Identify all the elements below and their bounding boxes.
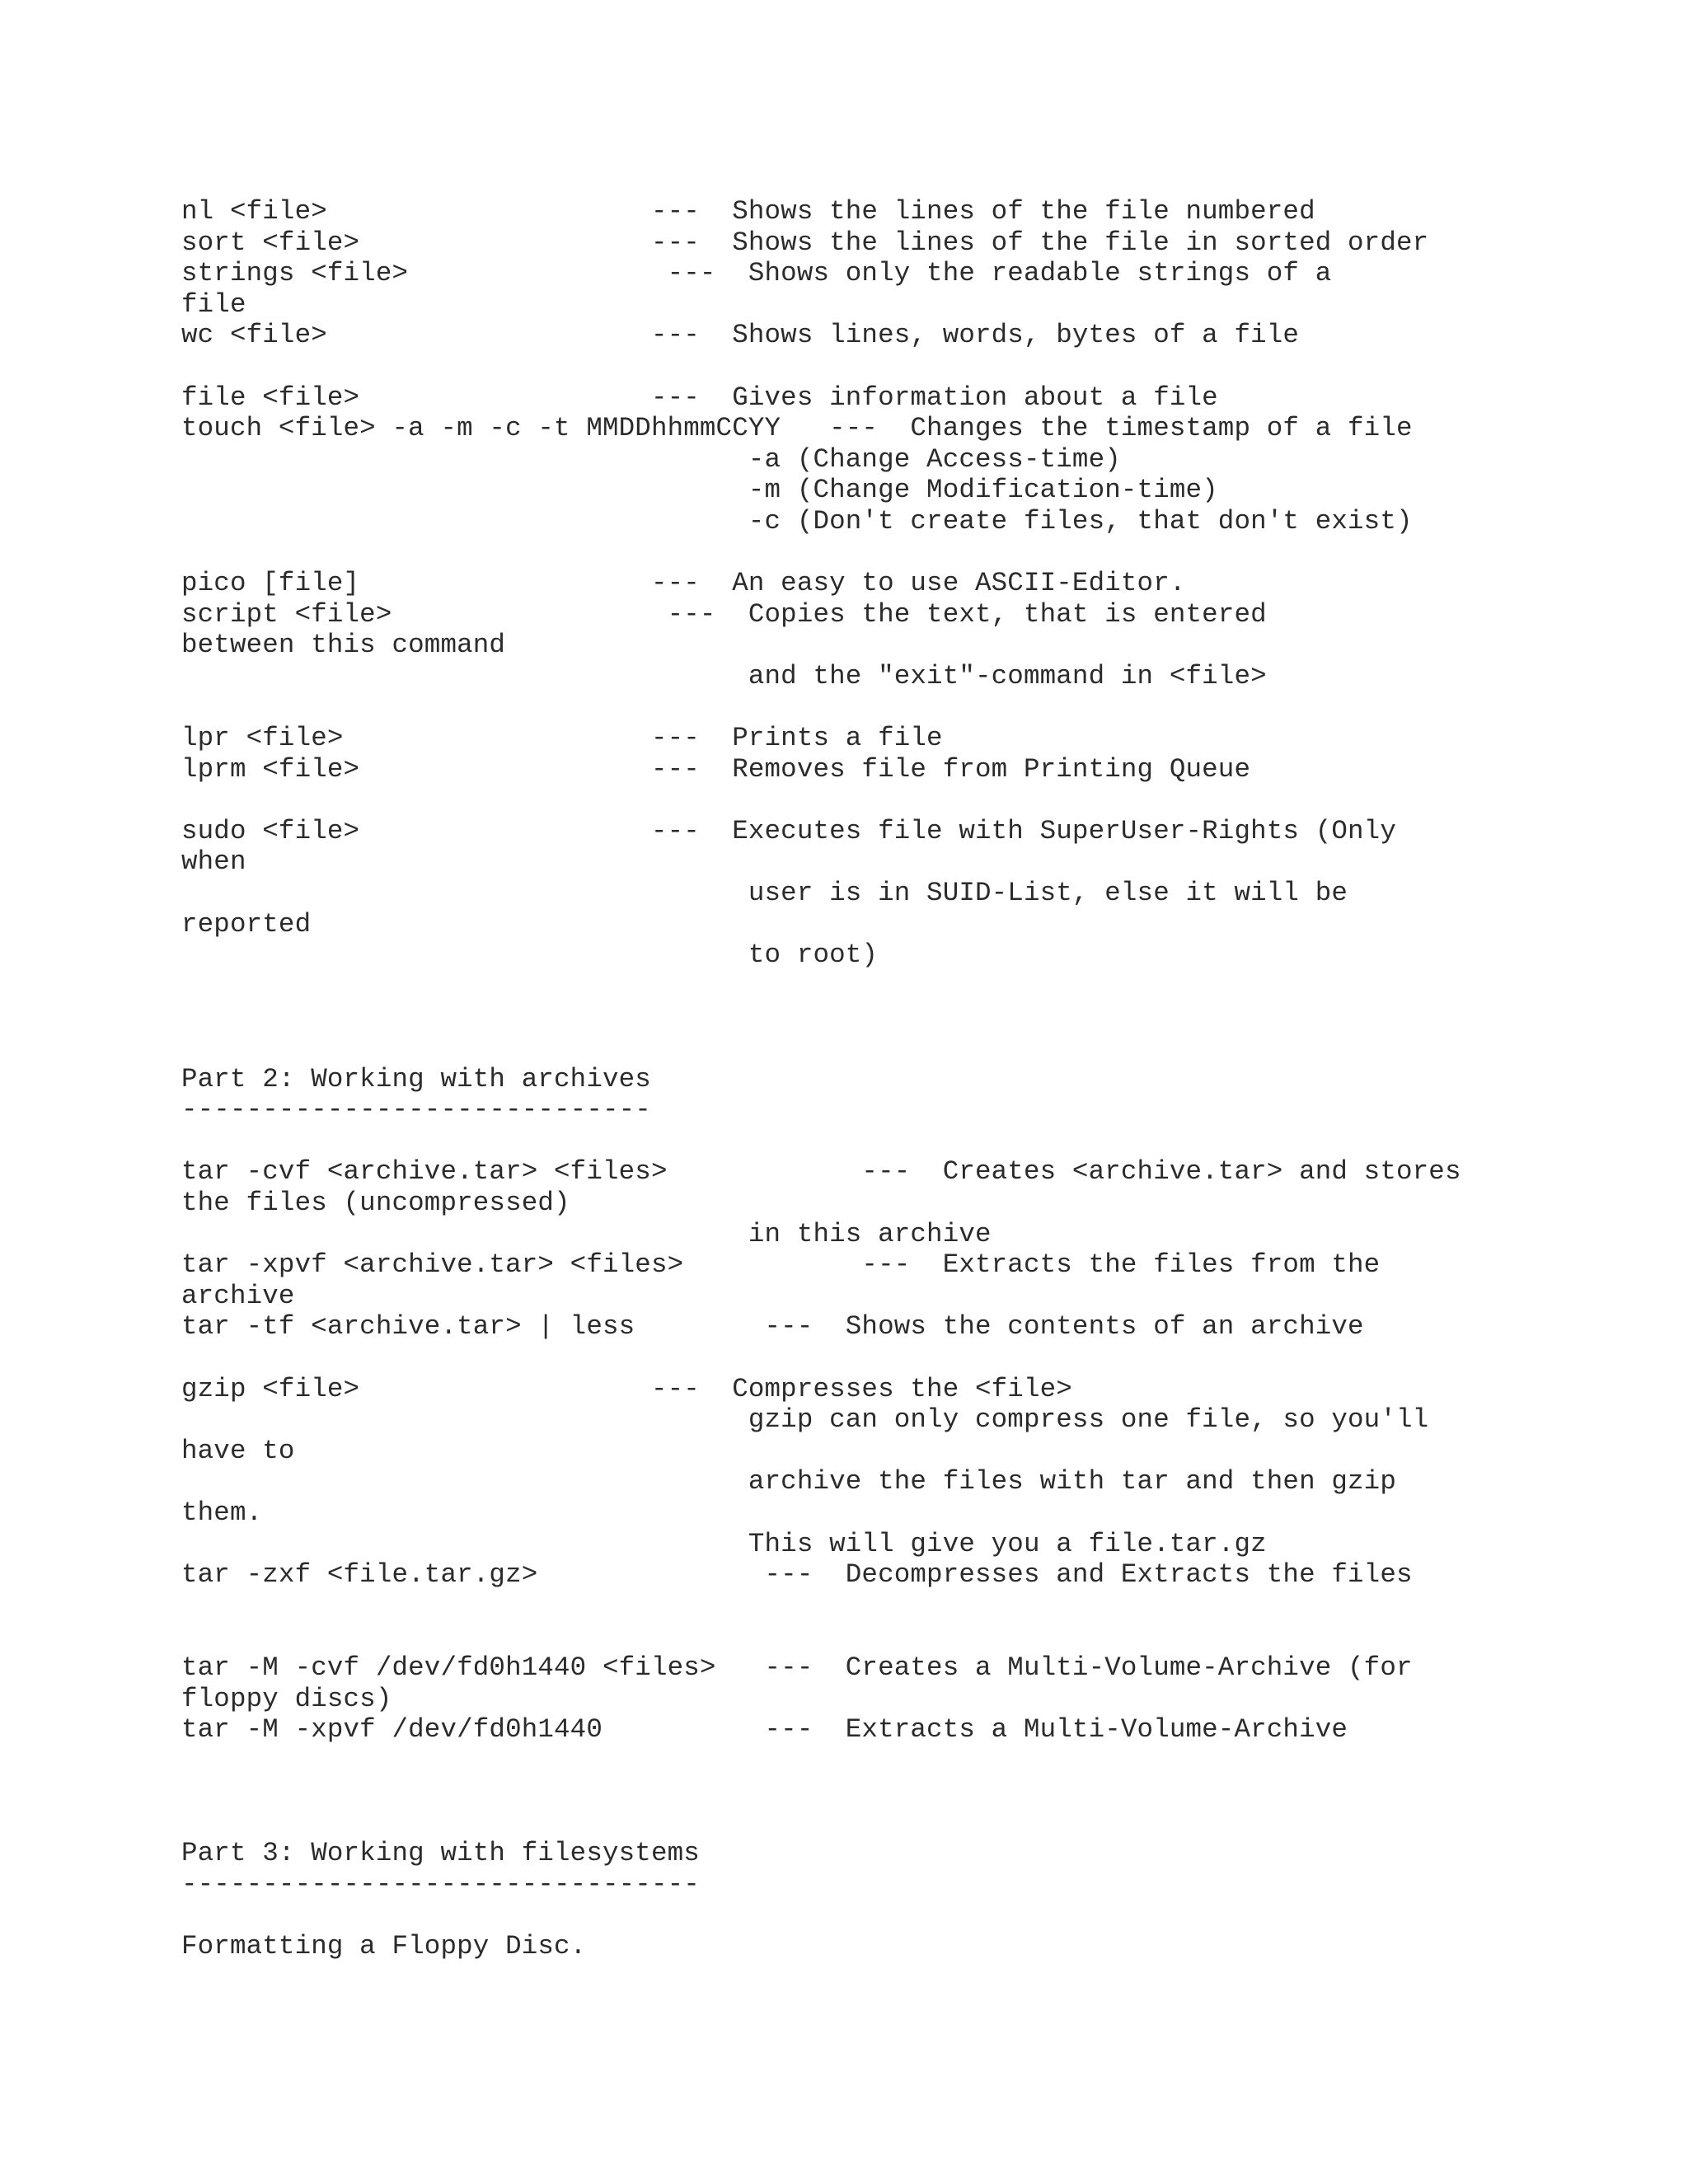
- text-line: nl <file> --- Shows the lines of the file numbered: [181, 196, 1315, 227]
- blank-line: [181, 537, 1665, 569]
- text-line: tar -cvf <archive.tar> <files> --- Creates <archive.tar> and stores: [181, 1156, 1461, 1188]
- text-line: and the "exit"-command in <file>: [181, 660, 1267, 691]
- blank-line: [181, 351, 1665, 382]
- text-line: archive the files with tar and then gzip: [181, 1466, 1396, 1497]
- text-line: -c (Don't create files, that don't exist): [181, 505, 1413, 537]
- document-text: [181, 196, 1665, 1962]
- text-line: tar -M -xpvf /dev/fd0h1440 --- Extracts a Multi-Volume-Archive: [181, 1714, 1348, 1746]
- blank-line: [181, 1033, 1665, 1064]
- text-line: pico [file] --- An easy to use ASCII-Editor.: [181, 568, 1186, 599]
- text-line: -m (Change Modification-time): [181, 475, 1218, 506]
- text-line: Formatting a Floppy Disc.: [181, 1931, 587, 1962]
- text-line: between this command: [181, 630, 506, 661]
- text-line: sudo <file> --- Executes file with SuperUser-Rights (Only: [181, 815, 1396, 846]
- text-line: wc <file> --- Shows lines, words, bytes of a file: [181, 320, 1300, 351]
- text-line: them.: [181, 1497, 263, 1528]
- text-line: have to: [181, 1435, 295, 1466]
- blank-line: [181, 692, 1665, 724]
- blank-line: [181, 785, 1665, 816]
- text-line: tar -zxf <file.tar.gz> --- Decompresses and Extracts the files: [181, 1559, 1413, 1591]
- text-line: gzip <file> --- Compresses the <file>: [181, 1373, 1072, 1404]
- blank-line: [181, 1343, 1665, 1374]
- blank-line: [181, 1900, 1665, 1932]
- blank-line: [181, 1126, 1665, 1157]
- text-line: tar -M -cvf /dev/fd0h1440 <files> --- Creates a Multi-Volume-Archive (for: [181, 1652, 1413, 1683]
- text-line: in this archive: [181, 1218, 992, 1249]
- text-line: floppy discs): [181, 1683, 392, 1714]
- text-line: lpr <file> --- Prints a file: [181, 723, 943, 754]
- blank-line: [181, 1776, 1665, 1807]
- text-line: to root): [181, 940, 879, 971]
- text-line: file: [181, 288, 246, 320]
- text-line: when: [181, 846, 246, 878]
- blank-line: [181, 1001, 1665, 1033]
- blank-line: [181, 1746, 1665, 1777]
- text-line: user is in SUID-List, else it will be: [181, 878, 1348, 909]
- text-line: gzip can only compress one file, so you'll: [181, 1404, 1429, 1436]
- text-line: archive: [181, 1280, 295, 1311]
- text-line: sort <file> --- Shows the lines of the file in sorted order: [181, 227, 1429, 258]
- text-line: script <file> --- Copies the text, that is entered: [181, 598, 1267, 630]
- blank-line: [181, 1621, 1665, 1652]
- text-line: reported: [181, 908, 312, 940]
- text-line: tar -xpvf <archive.tar> <files> --- Extracts the files from the: [181, 1249, 1381, 1281]
- text-line: -----------------------------: [181, 1094, 651, 1126]
- blank-line: [181, 1591, 1665, 1622]
- text-line: Part 3: Working with filesystems: [181, 1838, 700, 1869]
- blank-line: [181, 1807, 1665, 1839]
- text-line: strings <file> --- Shows only the readable strings of a: [181, 258, 1332, 289]
- text-line: -a (Change Access-time): [181, 443, 1121, 475]
- text-line: the files (uncompressed): [181, 1188, 570, 1218]
- text-line: file <file> --- Gives information about a file: [181, 382, 1218, 413]
- text-line: touch <file> -a -m -c -t MMDDhhmmCCYY --- Changes the timestamp of a file: [181, 413, 1413, 444]
- text-line: Part 2: Working with archives: [181, 1063, 651, 1094]
- text-line: lprm <file> --- Removes file from Printing Queue: [181, 753, 1251, 785]
- text-line: --------------------------------: [181, 1869, 700, 1900]
- blank-line: [181, 971, 1665, 1002]
- text-line: This will give you a file.tar.gz: [181, 1528, 1267, 1559]
- text-line: tar -tf <archive.tar> | less --- Shows the contents of an archive: [181, 1311, 1364, 1343]
